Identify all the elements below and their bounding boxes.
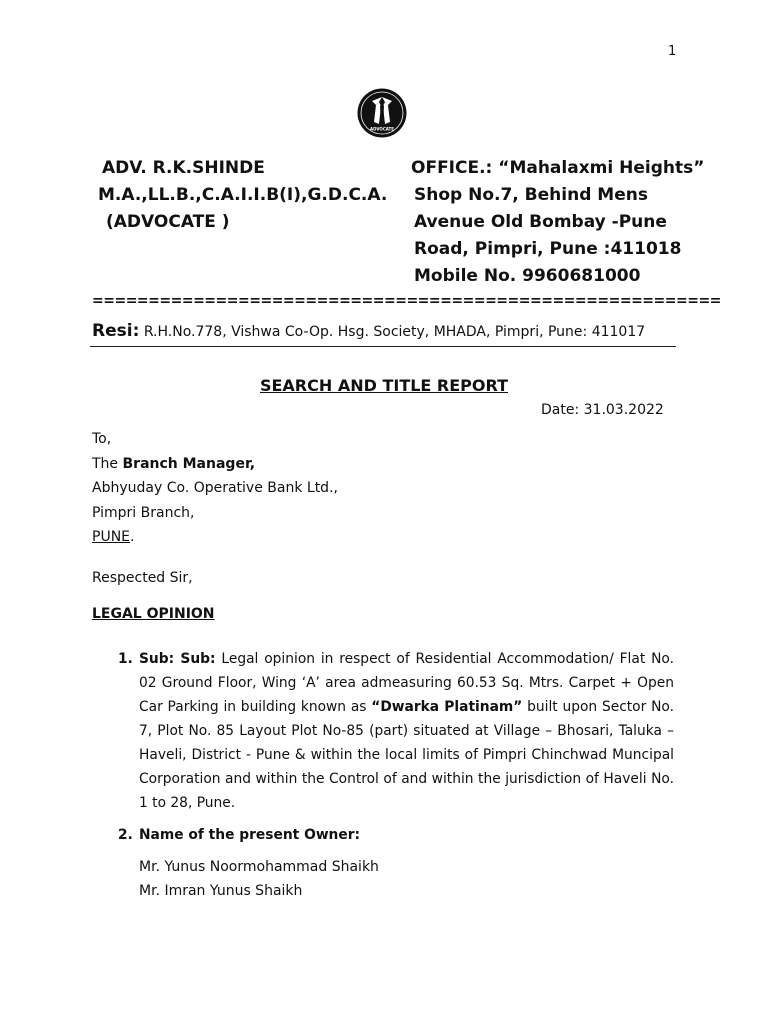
advocate-name-block — [98, 155, 388, 236]
subject-label: Sub: Sub: — [139, 651, 216, 667]
page-number: 1 — [668, 44, 677, 59]
advocate-designation: (ADVOCATE ) — [106, 212, 230, 232]
legal-opinion-heading: LEGAL OPINION — [92, 606, 215, 622]
owner-name-2: Mr. Imran Yunus Shaikh — [139, 883, 303, 899]
recipient-to: To, — [92, 431, 112, 447]
advocate-logo-icon — [357, 88, 407, 138]
office-line-4: Road, Pimpri, Pune :411018 — [414, 239, 682, 259]
recipient-prefix: The — [92, 455, 123, 472]
subject-text — [139, 647, 674, 815]
recipient-bank: Abhyuday Co. Operative Bank Ltd., — [92, 480, 338, 496]
subject-text-part-1: Legal opinion in respect of Residential Accommodation/ Flat No. 02 Ground Floor, Wing ‘A’ area admeasuring 60.53 Sq. Mtrs. Carpet + Open Car Parking in building known as — [139, 651, 674, 715]
item-number: 2. — [118, 827, 133, 843]
building-name: “Dwarka Platinam” — [371, 699, 523, 715]
residence-label: Resi: — [92, 321, 140, 341]
advocate-qualifications: M.A.,LL.B.,C.A.I.I.B(I),G.D.C.A. — [98, 185, 388, 205]
office-line-3: Avenue Old Bombay -Pune — [414, 212, 667, 232]
office-line-1: OFFICE.: “Mahalaxmi Heights” — [411, 158, 705, 178]
report-date: Date: 31.03.2022 — [541, 402, 664, 418]
owner-name-1: Mr. Yunus Noormohammad Shaikh — [139, 859, 379, 875]
logo-text: ADVOCATE — [369, 126, 395, 132]
header-separator: ======================================================== — [92, 293, 721, 309]
owner-list — [139, 855, 379, 903]
recipient-city-line — [92, 525, 338, 550]
list-item-subject — [118, 647, 674, 815]
recipient-title: Branch Manager, — [122, 455, 256, 472]
recipient-city-suffix: . — [130, 529, 135, 545]
subject-text-part-2: built upon Sector No. 7, Plot No. 85 Layout Plot No-85 (part) situated at Village – Bhosari, Taluka – Haveli, District - Pune & within the local limits of Pimpri Chinchwad Muncipal Corporation and within the Control of and within the jurisdiction of Haveli No. 1 to 28, Pune. — [139, 699, 674, 811]
advocate-name: ADV. R.K.SHINDE — [102, 158, 265, 178]
office-mobile: Mobile No. 9960681000 — [414, 266, 641, 286]
owner-heading: Name of the present Owner: — [139, 827, 361, 843]
recipient-address — [92, 427, 338, 550]
list-item-owner — [118, 823, 674, 847]
residence-address-text: R.H.No.778, Vishwa Co-Op. Hsg. Society, MHADA, Pimpri, Pune: 411017 — [143, 324, 646, 340]
item-number: 1. — [118, 651, 133, 667]
recipient-city: PUNE — [92, 529, 131, 545]
report-title: SEARCH AND TITLE REPORT — [259, 376, 509, 395]
owner-heading-wrap — [139, 823, 674, 847]
salutation: Respected Sir, — [92, 570, 193, 586]
recipient-branch: Pimpri Branch, — [92, 504, 195, 521]
office-line-2: Shop No.7, Behind Mens — [414, 185, 648, 205]
recipient-line-1 — [92, 452, 338, 477]
residence-address — [92, 321, 645, 341]
header-rule — [90, 346, 676, 347]
office-address-block — [411, 155, 704, 290]
